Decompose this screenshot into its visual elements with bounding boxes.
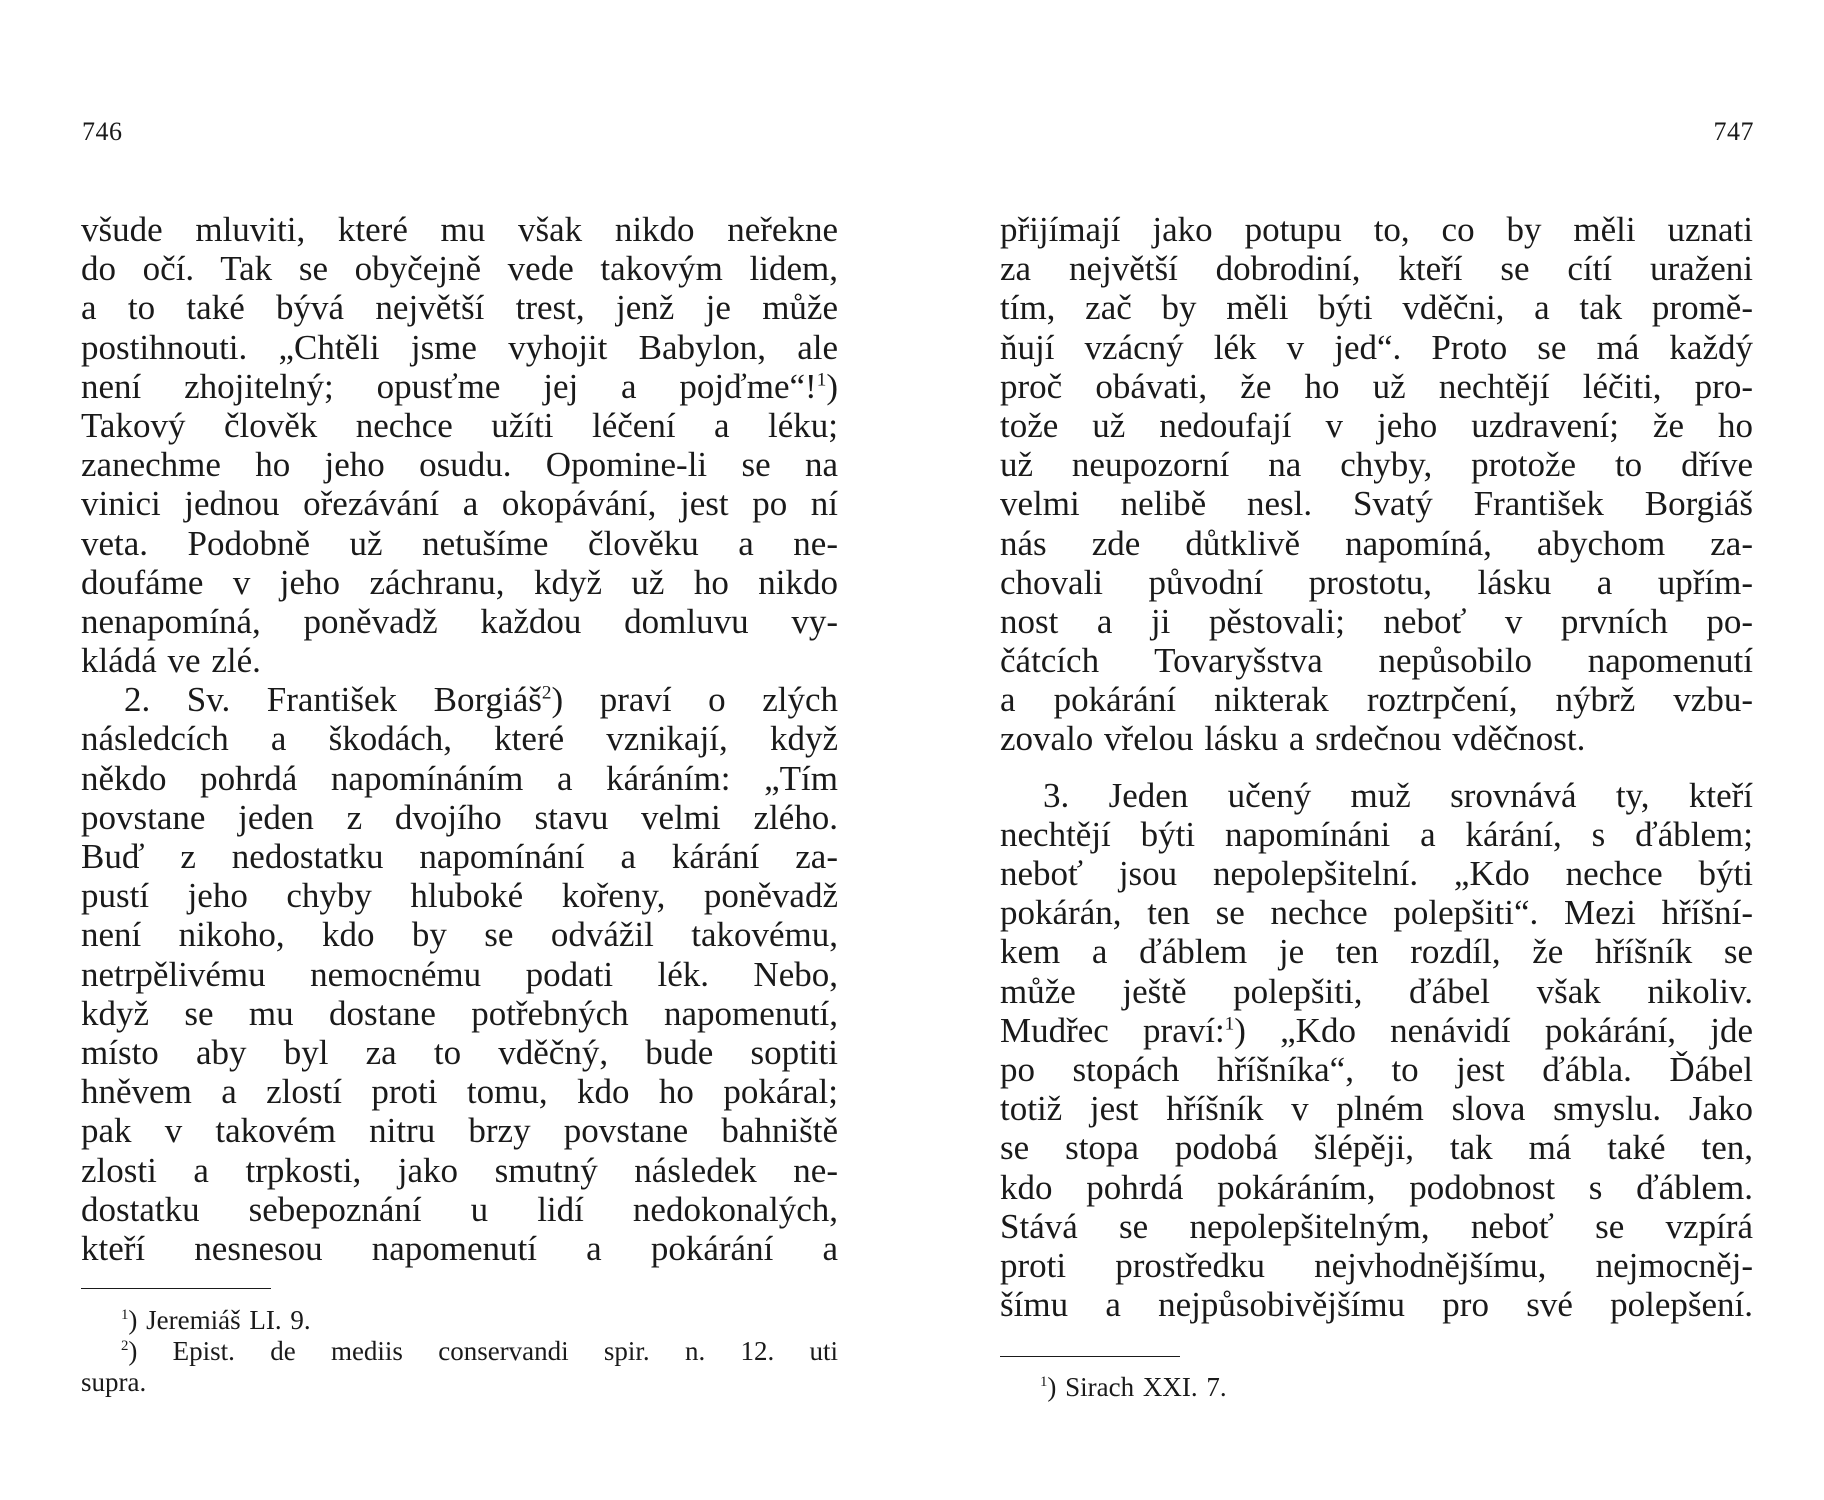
page-number: 746	[82, 117, 123, 146]
paragraph-gap	[1000, 759, 1753, 776]
text-line: ňují vzácný lék v jed“. Proto se má každý	[1000, 327, 1753, 367]
text-line: nost a ji pěstovali; neboť v prvních po-	[1000, 601, 1753, 641]
text-span: )	[826, 366, 838, 406]
text-line: kem a ďáblem je ten rozdíl, že hříšník se	[1000, 932, 1753, 972]
footnote-ref: 1	[1224, 1013, 1235, 1035]
text-line	[1000, 1011, 1753, 1050]
text-line: se stopa podobá šlépěji, tak má také ten,	[1000, 1128, 1753, 1168]
text-line: šímu a nejpůsobivějšímu pro své polepšení.	[1000, 1285, 1753, 1325]
text-line: neboť jsou nepolepšitelní. „Kdo nechce býti	[1000, 854, 1753, 893]
text-line: už neupozorní na chyby, protože to dříve	[1000, 445, 1753, 485]
text-line: netrpělivému nemocnému podati lék. Nebo,	[81, 954, 838, 994]
footnote	[81, 1305, 838, 1336]
text-line: následcích a škodách, které vznikají, když	[81, 719, 838, 759]
text-line: Stává se nepolepšitelným, neboť se vzpírá	[1000, 1206, 1753, 1246]
text-line: nenapomíná, poněvadž každou domluvu vy-	[81, 601, 838, 641]
text-line: veta. Podobně už netušíme člověku a ne-	[81, 523, 838, 563]
text-line	[81, 680, 838, 719]
text-line: vinici jednou ořezávání a okopávání, jest po ní	[81, 484, 838, 524]
text-line: přijímají jako potupu to, co by měli uznati	[1000, 210, 1753, 249]
text-line: doufáme v jeho záchranu, když už ho nikdo	[81, 562, 838, 602]
text-line: kdo pohrdá pokáráním, podobnost s ďáblem.	[1000, 1167, 1753, 1207]
text-line	[81, 367, 838, 406]
footnotes	[1000, 1372, 1753, 1403]
text-line: zlosti a trpkosti, jako smutný následek ne-	[81, 1150, 838, 1190]
text-line: kteří nesnesou napomenutí a pokárání a	[81, 1228, 838, 1268]
footnote-divider	[81, 1288, 271, 1289]
text-line: velmi nelibě nesl. Svatý František Borgiáš	[1000, 484, 1753, 524]
text-line: dostatku sebepoznání u lidí nedokonalých,	[81, 1189, 838, 1229]
footnote-mark: 1	[1040, 1374, 1048, 1390]
footnote-ref: 2	[541, 682, 552, 704]
text-span: ) praví o zlých	[551, 680, 838, 720]
text-line: pokárán, ten se nechce polepšiti“. Mezi hříšní-	[1000, 893, 1753, 933]
text-line: místo aby byl za to vděčný, bude soptiti	[81, 1032, 838, 1072]
text-span: není zhojitelný; opusťme jej a pojďme“!	[81, 366, 817, 406]
text-line: pak v takovém nitru brzy povstane bahniště	[81, 1111, 838, 1151]
text-line: totiž jest hříšník v plném slova smyslu. Jako	[1000, 1089, 1753, 1129]
footnote	[1000, 1372, 1753, 1403]
text-line: může ještě polepšiti, ďábel však nikoliv.	[1000, 971, 1753, 1011]
footnote-continuation: supra.	[81, 1367, 147, 1397]
text-line: do očí. Tak se obyčejně vede takovým lidem,	[81, 249, 838, 289]
text-line: proti prostředku nejvhodnějšímu, nejmocněj-	[1000, 1245, 1753, 1285]
footnote-mark: 1	[121, 1307, 129, 1323]
text-line: chovali původní prostotu, lásku a upřím-	[1000, 562, 1753, 602]
footnote-mark: 2	[121, 1338, 129, 1354]
text-line: když se mu dostane potřebných napomenutí,	[81, 993, 838, 1033]
text-line: čátcích Tovaryšstva nepůsobilo napomenutí	[1000, 641, 1753, 681]
text-span: ) „Kdo nenávidí pokárání, jde	[1234, 1010, 1753, 1050]
text-line: hněvem a zlostí proti tomu, kdo ho pokáral;	[81, 1072, 838, 1112]
footnote	[81, 1336, 838, 1367]
text-line: Buď z nedostatku napomínání a kárání za-	[81, 837, 838, 876]
text-span: 2. Sv. František Borgiáš	[124, 680, 542, 720]
text-line: povstane jeden z dvojího stavu velmi zlého.	[81, 797, 838, 837]
text-line: a to také bývá největší trest, jenž je může	[81, 288, 838, 328]
footnote-text: ) Jeremiáš LI. 9.	[128, 1305, 311, 1335]
left-page	[0, 0, 900, 1500]
page-number: 747	[1713, 117, 1754, 146]
text-line: proč obávati, že ho už nechtějí léčiti, pro-	[1000, 366, 1753, 406]
text-line: zovalo vřelou lásku a srdečnou vděčnost.	[1000, 719, 1586, 759]
text-line: kládá ve zlé.	[81, 641, 261, 681]
footnote-ref: 1	[816, 369, 827, 391]
text-line: není nikoho, kdo by se odvážil takovému,	[81, 915, 838, 955]
text-line: tím, zač by měli býti vděčni, a tak promě-	[1000, 288, 1753, 328]
footnote-divider	[1000, 1356, 1180, 1357]
footnotes	[81, 1305, 838, 1398]
text-line: pustí jeho chyby hluboké kořeny, poněvadž	[81, 876, 838, 916]
text-line: všude mluviti, které mu však nikdo neřekne	[81, 210, 838, 249]
text-line: nechtějí býti napomínáni a kárání, s ďáblem;	[1000, 814, 1753, 854]
text-line: tože už nedoufají v jeho uzdravení; že ho	[1000, 405, 1753, 445]
footnote-text: ) Epist. de mediis conservandi spir. n. 12. uti	[128, 1336, 838, 1366]
body-text	[81, 210, 838, 1268]
text-line: 3. Jeden učený muž srovnává ty, kteří	[1043, 775, 1753, 815]
text-span: Mudřec praví:	[1000, 1010, 1225, 1050]
text-line: postihnouti. „Chtěli jsme vyhojit Babylon, ale	[81, 327, 838, 367]
text-line: Takový člověk nechce užíti léčení a léku;	[81, 405, 838, 445]
text-line: za největší dobrodiní, kteří se cítí uraženi	[1000, 249, 1753, 289]
text-line: nás zde důtklivě napomíná, abychom za-	[1000, 523, 1753, 563]
text-line: někdo pohrdá napomínáním a káráním: „Tím	[81, 758, 838, 798]
text-line: a pokárání nikterak roztrpčení, nýbrž vzbu-	[1000, 680, 1753, 720]
right-page	[900, 0, 1824, 1500]
text-line: po stopách hříšníka“, to jest ďábla. Ďábel	[1000, 1049, 1753, 1089]
text-line: zanechme ho jeho osudu. Opomine-li se na	[81, 445, 838, 485]
body-text	[1000, 210, 1753, 1324]
footnote-text: ) Sirach XXI. 7.	[1047, 1372, 1227, 1402]
